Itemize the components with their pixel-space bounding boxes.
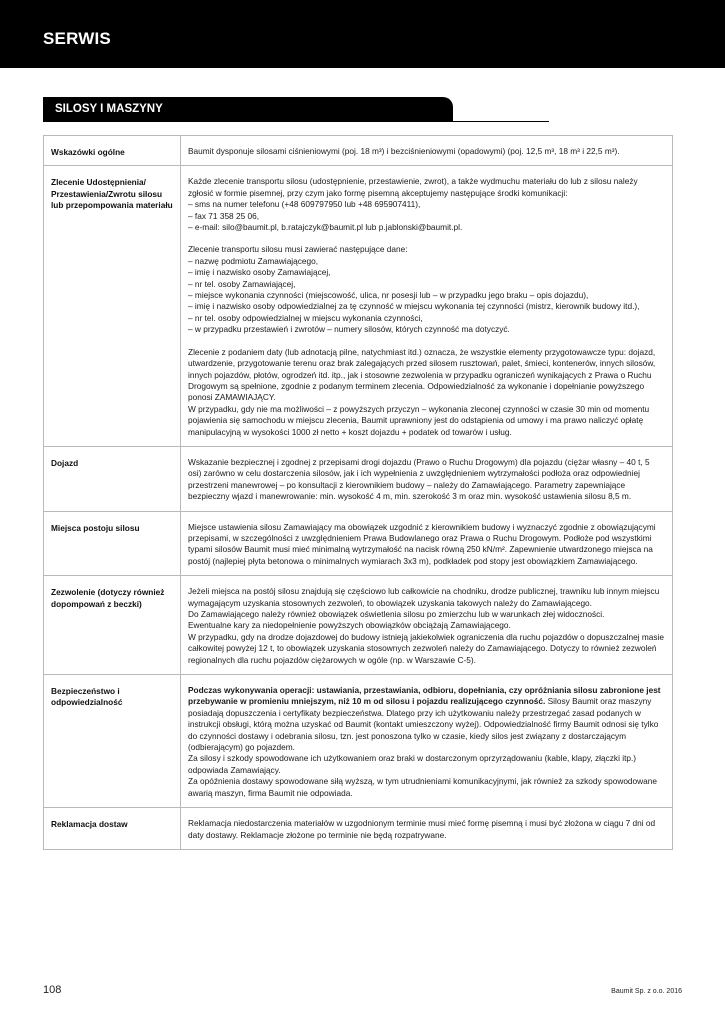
- list-item: – w przypadku przestawień i zwrotów – numery silosów, których czynność ma dotyczyć.: [188, 324, 510, 335]
- row-content: [181, 808, 673, 850]
- header-bar: [0, 0, 725, 68]
- row-content: [181, 511, 673, 576]
- row-label: Zezwolenie (dotyczy również dopompowań z beczki): [44, 576, 181, 675]
- footer-company: Baumit Sp. z o.o. 2016: [611, 988, 682, 995]
- paragraph: Zlecenie z podaniem daty (lub adnotacją pilne, natychmiast itd.) oznacza, że wszystkie elementy przygotowawcze typu: dojazd, utwardzenie, przygotowanie terenu oraz brak zalegających przed silosem rusztowań, palet, śmieci, kontenerów, innych silosów, innych pojazdów, płotów, ogrodzeń itd. itp., jak i stosowne zezwolenia w przypadku ograniczeń wynikających z Prawa o Ruchu Drogowym są spełnione, zgodnie z podanym terminem zlecenia. Odpowiedzialność za wykonanie i dopełnianie powyższego ponosi ZAMAWIAJĄCY.: [188, 346, 656, 403]
- table-row: [44, 511, 673, 576]
- paragraph: W przypadku, gdy nie ma możliwości – z powyższych przyczyn – wykonania zleconej czynności w czasie 30 min od momentu pojawienia się samochodu w miejscu zlecenia, Baumit uprawniony jest do odstąpienia od umowy i ma prawo naliczyć opłatę manipulacyjną w wysokości 1000 zł netto + koszt dojazdu + podatek od towarów i usług.: [188, 403, 650, 437]
- table-row: [44, 136, 673, 166]
- table-row: [44, 446, 673, 511]
- row-content: [181, 166, 673, 447]
- list-item: – miejsce wykonania czynności (miejscowość, ulica, nr posesji lub – w przypadku jego braku – opis dojazdu),: [188, 290, 589, 301]
- list-item: – fax 71 358 25 06,: [188, 210, 260, 221]
- row-label: Bezpieczeństwo i odpowiedzialność: [44, 675, 181, 808]
- row-label: Dojazd: [44, 446, 181, 511]
- service-table: [43, 135, 673, 850]
- paragraph: Jeżeli miejsca na postój silosu znajdują się częściowo lub całkowicie na chodniku, drodze publicznej, trawniku lub innym miejscu wymagającym uzyskania stosownych zezwoleń, to obowiązek uzyskania takowych należy do Zamawiającego.: [188, 586, 660, 608]
- section-underline: [453, 121, 549, 122]
- list-item: – imię i nazwisko osoby Zamawiającej,: [188, 267, 331, 278]
- list-item: – e-mail: silo@baumit.pl, b.ratajczyk@baumit.pl lub p.jablonski@baumit.pl.: [188, 222, 463, 233]
- table-row: [44, 808, 673, 850]
- page-title: SERWIS: [43, 29, 111, 48]
- paragraph: Za opóźnienia dostawy spowodowane siłą wyższą, w tym utrudnieniami komunikacyjnymi, jak również za szkody spowodowane awarią maszyn, firma Baumit nie odpowiada.: [188, 776, 657, 798]
- paragraph: Miejsce ustawienia silosu Zamawiający ma obowiązek uzgodnić z kierownikiem budowy i wyznaczyć zgodnie z obowiązującymi przepisami, w szczególności z uwzględnieniem Prawa Budowlanego oraz Prawa o Ruchu Drogowym. Podłoże pod wszystkimi typami silosów Baumit musi mieć minimalną wytrzymałość na nacisk równą 250 kN/m². Zapewnienie utwardzonego miejsca na postój (najlepiej płyta betonowa o minimalnych wymiarach 3x3 m), podkładek pod stopy jest obowiązkiem Zamawiającego.: [188, 521, 656, 566]
- row-label: Wskazówki ogólne: [44, 136, 181, 166]
- list-item: – nr tel. osoby odpowiedzialnej w miejscu wykonania czynności,: [188, 312, 423, 323]
- list-item: – nazwę podmiotu Zamawiającego,: [188, 255, 319, 266]
- row-content: [181, 136, 673, 166]
- table-row: [44, 166, 673, 447]
- row-content: [181, 446, 673, 511]
- list-item: – sms na numer telefonu (+48 609797950 lub +48 695907411),: [188, 199, 421, 210]
- paragraph: [188, 685, 665, 753]
- bold-warning: Podczas wykonywania operacji: ustawiania, przestawiania, odbioru, dopełniania, czy opróżniania silosu zabronione jest przebywanie w promieniu mniejszym, niż 10 m od silosu i pojazdu realizującego czynność.: [188, 685, 661, 707]
- paragraph: Wskazanie bezpiecznej i zgodnej z przepisami drogi dojazdu (Prawo o Ruchu Drogowym) dla pojazdu (ciężar własny – 40 t, 5 osi) zarówno w celu dostarczenia silosów, jak i ich wypełnienia z uwzględnieniem wytrzymałości podłoża oraz odpowiedniej przestrzeni manewrowej – po konsultacji z kierownikiem budowy – należy do Zamawiającego. Parametry zapewniające bezpieczny wjazd i manewrowanie: min. wysokość 4 m, min. szerokość 3 m oraz min. wysokość ustawienia silosu 8,5 m.: [188, 456, 650, 502]
- table-row: [44, 576, 673, 675]
- paragraph: Zlecenie transportu silosu musi zawierać następujące dane:: [188, 244, 408, 255]
- row-content: [181, 576, 673, 675]
- row-label: Miejsca postoju silosu: [44, 511, 181, 576]
- row-label: Reklamacja dostaw: [44, 808, 181, 850]
- section-heading-tab: [43, 97, 453, 122]
- list-item: – imię i nazwisko osoby odpowiedzialnej za tę czynność w miejscu wykonania tej czynności (mistrz, kierownik budowy itd.),: [188, 301, 640, 312]
- paragraph: Ewentualne kary za niedopełnienie powyższych obowiązków obciążają Zamawiającego.: [188, 620, 511, 631]
- section-title: SILOSY I MASZYNY: [55, 103, 163, 115]
- paragraph: Do Zamawiającego należy również obowiązek oświetlenia silosu po zmierzchu lub w warunkach złej widoczności.: [188, 609, 605, 619]
- row-content: [181, 675, 673, 808]
- paragraph: Reklamacja niedostarczenia materiałów w uzgodnionym terminie musi mieć formę pisemną i musi być złożona w ciągu 7 dni od daty dostawy. Reklamacje złożone po terminie nie będą rozpatrywane.: [188, 818, 656, 840]
- page-number: 108: [43, 984, 62, 996]
- paragraph: W przypadku, gdy na drodze dojazdowej do budowy istnieją jakiekolwiek ograniczenia dla ruchu pojazdów o dopuszczalnej masie całkowitej powyżej 12 t, to obowiązek uzyskania stosownych zezwoleń należy do Zamawiającego. Dotyczy to również zezwoleń regionalnych dla ruchu pojazdów ciężarowych w ogóle (np. w Warszawie C-5).: [188, 631, 664, 665]
- list-item: – nr tel. osoby Zamawiającej,: [188, 278, 296, 289]
- paragraph: Za silosy i szkody spowodowane ich użytkowaniem oraz braki w dostarczonym oprzyrządowaniu (kable, klapy, złączki itp.) odpowiada Zamawiający.: [188, 753, 637, 775]
- paragraph: Każde zlecenie transportu silosu (udostępnienie, przestawienie, zwrot), a także wydmuchu materiału do lub z silosu należy zgłosić w formie pisemnej, przy czym jako formę pisemną akceptujemy następujące środki komunikacji:: [188, 176, 638, 198]
- paragraph-text: Silosy Baumit oraz maszyny posiadają dopuszczenia i certyfikaty bezpieczeństwa. Dlatego przy ich użytkowaniu należy przestrzegać zasad podanych w instrukcji obsługi, którą można uzyskać od Baumit (kontakt umieszczony wyżej). Odpowiedzialność firmy Baumit odnosi się tylko do czynności dostawy i odebrania silosu, tzn. jest ponoszona tylko w czasie, kiedy silos jest związany z dostarczającym (odbierającym) go pojazdem.: [188, 696, 659, 753]
- row-label: Zlecenie Udostępnienia/ Przestawienia/Zwrotu silosu lub przepompowania materiału: [44, 166, 181, 447]
- paragraph: Baumit dysponuje silosami ciśnieniowymi (poj. 18 m³) i bezciśnieniowymi (opadowymi) (poj. 12,5 m³, 18 m³ i 22,5 m³).: [188, 146, 620, 156]
- table-row: [44, 675, 673, 808]
